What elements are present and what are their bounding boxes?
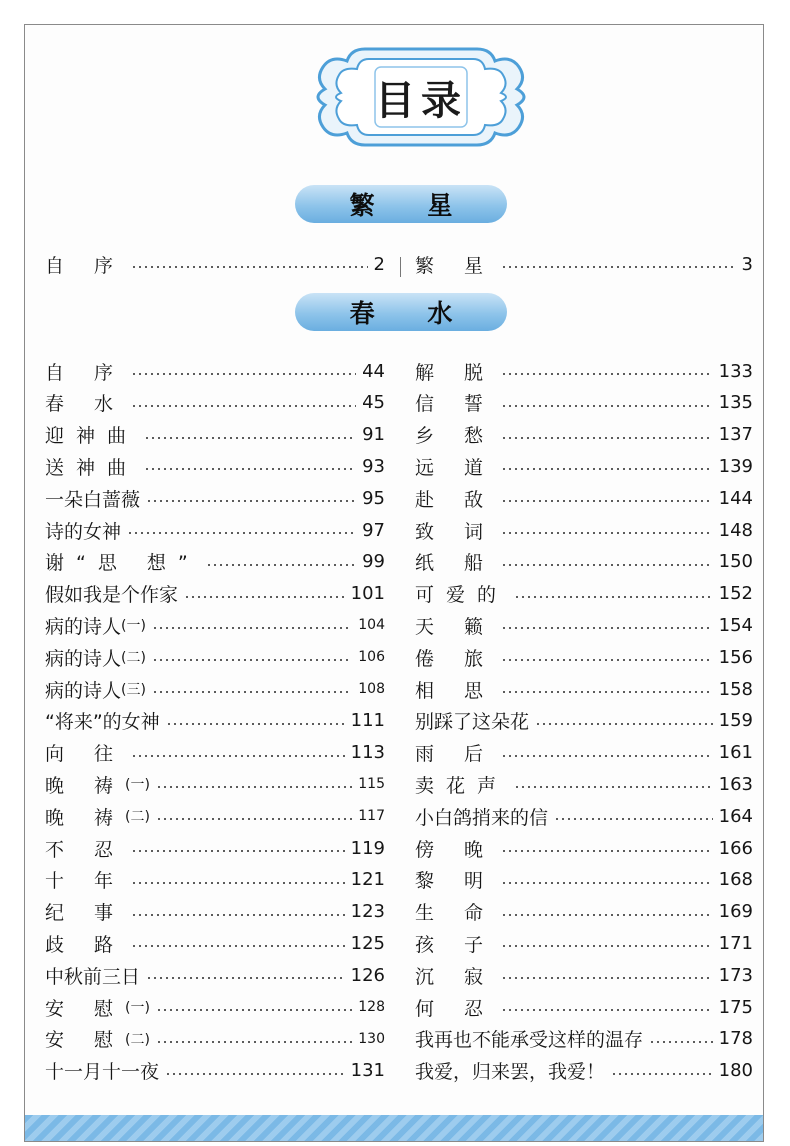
toc-entry xyxy=(45,420,385,450)
toc-entry-page: 95 xyxy=(362,487,385,509)
toc-entry-page: 164 xyxy=(718,805,753,827)
dot-leader xyxy=(514,596,713,598)
toc-entry-title: 解 脱 xyxy=(415,361,496,384)
toc-entry-page: 161 xyxy=(718,742,753,764)
toc-entry-part: (三) xyxy=(121,682,146,698)
toc-entry-title: 歧 路 xyxy=(45,933,126,956)
toc-entry-page: 166 xyxy=(718,837,753,859)
toc-entry-page: 154 xyxy=(718,614,753,636)
toc-entry-page: 104 xyxy=(358,617,385,634)
dot-leader xyxy=(131,373,356,375)
toc-entry-page: 135 xyxy=(718,392,753,414)
toc-entry xyxy=(45,388,385,418)
dot-leader xyxy=(501,373,713,375)
toc-entry-title: 送神曲 xyxy=(45,456,139,479)
toc-entry-page: 123 xyxy=(350,901,385,923)
toc-entry-page: 101 xyxy=(350,583,385,605)
dot-leader xyxy=(501,405,713,407)
toc-entry xyxy=(45,249,385,279)
dot-leader xyxy=(152,627,352,629)
toc-entry-part: (二) xyxy=(125,1031,150,1048)
toc-entry-page: 128 xyxy=(358,999,385,1015)
dot-leader xyxy=(501,1009,713,1011)
toc-entry xyxy=(415,1024,753,1054)
dot-leader xyxy=(501,945,713,947)
toc-entry-page: 113 xyxy=(350,742,385,764)
toc-entry-page: 175 xyxy=(718,996,753,1018)
toc-entry-page: 97 xyxy=(362,519,385,541)
toc-entry-title: 假如我是个作家 xyxy=(45,584,179,607)
toc-entry-page: 93 xyxy=(362,455,385,477)
toc-entry-title: “将来”的女神 xyxy=(45,711,160,734)
toc-entry xyxy=(415,249,753,279)
toc-entry xyxy=(415,738,753,768)
toc-entry-page: 106 xyxy=(358,649,385,666)
toc-entry-title: 别踩了这朵花 xyxy=(415,711,530,734)
toc-entry-title: 沉 寂 xyxy=(415,965,496,988)
dot-leader xyxy=(152,691,352,693)
toc-entry-title: 一朵白蔷薇 xyxy=(45,488,141,511)
toc-entry-title: 十 年 xyxy=(45,870,126,893)
toc-entry xyxy=(415,801,753,831)
toc-entry-page: 115 xyxy=(358,776,385,793)
toc-entry-page: 173 xyxy=(718,964,753,986)
dot-leader xyxy=(501,266,736,268)
toc-entry-page: 131 xyxy=(350,1060,385,1082)
toc-entry-title: 卖花声 xyxy=(415,774,509,797)
toc-entry-part: (一) xyxy=(121,618,146,635)
toc-page xyxy=(24,24,764,1142)
toc-entry xyxy=(415,579,753,609)
toc-entry-title: 迎神曲 xyxy=(45,425,139,448)
toc-entry-title: 晚 祷 xyxy=(45,806,126,829)
toc-entry-page: 133 xyxy=(718,360,753,382)
dot-leader xyxy=(146,500,356,502)
dot-leader xyxy=(146,977,345,979)
toc-entry-page: 130 xyxy=(358,1030,385,1047)
dot-leader xyxy=(131,405,356,407)
dot-leader xyxy=(501,564,713,566)
toc-entry xyxy=(45,769,385,799)
toc-title-frame xyxy=(305,41,537,153)
toc-entry xyxy=(45,674,385,704)
toc-entry-title: 自 序 xyxy=(45,254,126,277)
toc-entry-title: 病的诗人 xyxy=(45,647,122,670)
toc-entry-page: 99 xyxy=(362,551,385,573)
dot-leader xyxy=(165,1073,345,1075)
toc-entry-page: 2 xyxy=(373,253,385,275)
toc-entry-title: 孩 子 xyxy=(415,933,496,956)
dot-leader xyxy=(152,659,352,661)
column-divider xyxy=(400,257,401,277)
toc-entry-title: 中秋前三日 xyxy=(45,965,141,988)
toc-entry-page: 152 xyxy=(718,583,753,605)
toc-entry-title: 向 往 xyxy=(45,743,126,766)
dot-leader xyxy=(611,1073,713,1075)
toc-entry xyxy=(45,706,385,736)
toc-entry-title: 繁 星 xyxy=(415,254,496,277)
toc-entry-title: 不 忍 xyxy=(45,838,126,861)
toc-entry-title: 安 慰 xyxy=(45,1029,126,1052)
toc-entry-title: 十一月十一夜 xyxy=(45,1061,160,1084)
page-title: 目录 xyxy=(375,77,467,124)
toc-entry-title: 小白鸽捎来的信 xyxy=(415,806,549,829)
toc-entry-title: 安 慰 xyxy=(45,997,126,1020)
toc-entry-title: 我再也不能承受这样的温存 xyxy=(415,1029,644,1052)
toc-entry-title: 晚 祷 xyxy=(45,774,126,797)
toc-entry xyxy=(415,515,753,545)
toc-entry xyxy=(415,928,753,958)
toc-entry xyxy=(45,833,385,863)
section-title-chunshui: 春 水 xyxy=(295,293,507,331)
toc-entry xyxy=(415,1056,753,1086)
toc-entry xyxy=(415,483,753,513)
toc-entry xyxy=(415,547,753,577)
toc-entry-page: 126 xyxy=(350,964,385,986)
dot-leader xyxy=(131,945,345,947)
dot-leader xyxy=(501,532,713,534)
toc-entry-page: 148 xyxy=(718,519,753,541)
toc-entry xyxy=(45,515,385,545)
toc-entry-part: (二) xyxy=(125,809,150,826)
toc-entry-part: (一) xyxy=(125,777,150,794)
toc-entry-title: 雨 后 xyxy=(415,743,496,766)
toc-entry xyxy=(415,388,753,418)
toc-entry-page: 163 xyxy=(718,773,753,795)
toc-entry-page: 144 xyxy=(718,487,753,509)
toc-entry-title: 信 誓 xyxy=(415,393,496,416)
toc-entry xyxy=(45,992,385,1022)
dot-leader xyxy=(501,914,713,916)
toc-entry-title: 可爱的 xyxy=(415,584,509,607)
toc-entry xyxy=(45,960,385,990)
toc-entry xyxy=(415,865,753,895)
toc-entry-page: 156 xyxy=(718,646,753,668)
toc-entry-title: 相 思 xyxy=(415,679,496,702)
toc-entry xyxy=(45,865,385,895)
toc-entry xyxy=(45,801,385,831)
toc-entry xyxy=(415,992,753,1022)
dot-leader xyxy=(501,755,713,757)
toc-entry xyxy=(45,610,385,640)
dot-leader xyxy=(501,500,713,502)
toc-entry xyxy=(415,706,753,736)
toc-entry xyxy=(415,420,753,450)
toc-entry-title: 远 道 xyxy=(415,456,496,479)
footer-decorative-band xyxy=(25,1115,763,1141)
toc-entry-page: 137 xyxy=(718,424,753,446)
toc-entry-page: 111 xyxy=(350,710,385,732)
toc-entry xyxy=(45,1024,385,1054)
dot-leader xyxy=(131,266,368,268)
toc-entry-page: 158 xyxy=(718,678,753,700)
toc-entry xyxy=(415,610,753,640)
toc-entry-title: 诗的女神 xyxy=(45,520,122,543)
dot-leader xyxy=(554,818,713,820)
toc-entry-title: 春 水 xyxy=(45,393,126,416)
toc-entry xyxy=(45,1056,385,1086)
toc-entry-page: 121 xyxy=(350,869,385,891)
toc-entry-page: 119 xyxy=(350,837,385,859)
toc-entry xyxy=(45,738,385,768)
dot-leader xyxy=(206,564,356,566)
toc-entry xyxy=(45,356,385,386)
dot-leader xyxy=(649,1041,713,1043)
toc-entry-page: 125 xyxy=(350,932,385,954)
section-title-fanxing: 繁 星 xyxy=(295,185,507,223)
dot-leader xyxy=(501,850,713,852)
toc-entry-title: 谢“思 想” xyxy=(45,552,200,575)
toc-entry xyxy=(45,451,385,481)
dot-leader xyxy=(501,659,713,661)
dot-leader xyxy=(535,723,713,725)
toc-entry-page: 169 xyxy=(718,901,753,923)
toc-entry-title: 生 命 xyxy=(415,902,496,925)
toc-entry-title: 黎 明 xyxy=(415,870,496,893)
dot-leader xyxy=(144,468,356,470)
toc-entry-title: 病的诗人 xyxy=(45,679,122,702)
toc-entry-title: 纸 船 xyxy=(415,552,496,575)
dot-leader xyxy=(184,596,345,598)
toc-entry xyxy=(45,579,385,609)
toc-entry xyxy=(45,897,385,927)
dot-leader xyxy=(131,850,345,852)
toc-entry-title: 自 序 xyxy=(45,361,126,384)
toc-entry xyxy=(415,451,753,481)
toc-entry xyxy=(415,356,753,386)
toc-entry-page: 168 xyxy=(718,869,753,891)
toc-entry xyxy=(415,833,753,863)
toc-entry xyxy=(415,897,753,927)
toc-entry xyxy=(415,960,753,990)
dot-leader xyxy=(514,786,713,788)
dot-leader xyxy=(501,691,713,693)
dot-leader xyxy=(156,1041,352,1043)
toc-entry-title: 倦 旅 xyxy=(415,647,496,670)
toc-entry-title: 何 忍 xyxy=(415,997,496,1020)
toc-entry xyxy=(45,642,385,672)
dot-leader xyxy=(131,755,345,757)
toc-entry-title: 病的诗人 xyxy=(45,615,122,638)
toc-entry-part: (二) xyxy=(121,650,146,667)
toc-entry-page: 139 xyxy=(718,455,753,477)
dot-leader xyxy=(501,977,713,979)
toc-entry-title: 傍 晚 xyxy=(415,838,496,861)
dot-leader xyxy=(156,1009,352,1011)
toc-entry-title: 乡 愁 xyxy=(415,425,496,448)
toc-entry xyxy=(45,547,385,577)
toc-entry-page: 108 xyxy=(358,681,385,697)
toc-entry-page: 45 xyxy=(362,392,385,414)
toc-entry xyxy=(45,483,385,513)
dot-leader xyxy=(156,818,352,820)
toc-entry xyxy=(415,769,753,799)
dot-leader xyxy=(501,882,713,884)
dot-leader xyxy=(144,437,356,439)
toc-entry-page: 150 xyxy=(718,551,753,573)
dot-leader xyxy=(131,882,345,884)
toc-entry xyxy=(415,642,753,672)
toc-entry-title: 致 词 xyxy=(415,520,496,543)
toc-entry-title: 纪 事 xyxy=(45,902,126,925)
toc-entry-page: 44 xyxy=(362,360,385,382)
toc-entry xyxy=(45,928,385,958)
toc-entry-title: 我爱，归来罢，我爱！ xyxy=(415,1061,606,1084)
toc-entry-page: 159 xyxy=(718,710,753,732)
dot-leader xyxy=(156,786,352,788)
dot-leader xyxy=(501,627,713,629)
toc-entry-page: 117 xyxy=(358,808,385,825)
toc-entry-page: 180 xyxy=(718,1060,753,1082)
toc-entry xyxy=(415,674,753,704)
dot-leader xyxy=(166,723,345,725)
dot-leader xyxy=(131,914,345,916)
dot-leader xyxy=(501,437,713,439)
toc-entry-part: (一) xyxy=(125,1000,150,1016)
dot-leader xyxy=(127,532,356,534)
toc-entry-page: 171 xyxy=(718,932,753,954)
toc-entry-page: 3 xyxy=(741,253,753,275)
toc-entry-page: 91 xyxy=(362,424,385,446)
dot-leader xyxy=(501,468,713,470)
toc-entry-title: 赴 敌 xyxy=(415,488,496,511)
toc-entry-title: 天 籁 xyxy=(415,615,496,638)
toc-entry-page: 178 xyxy=(718,1028,753,1050)
